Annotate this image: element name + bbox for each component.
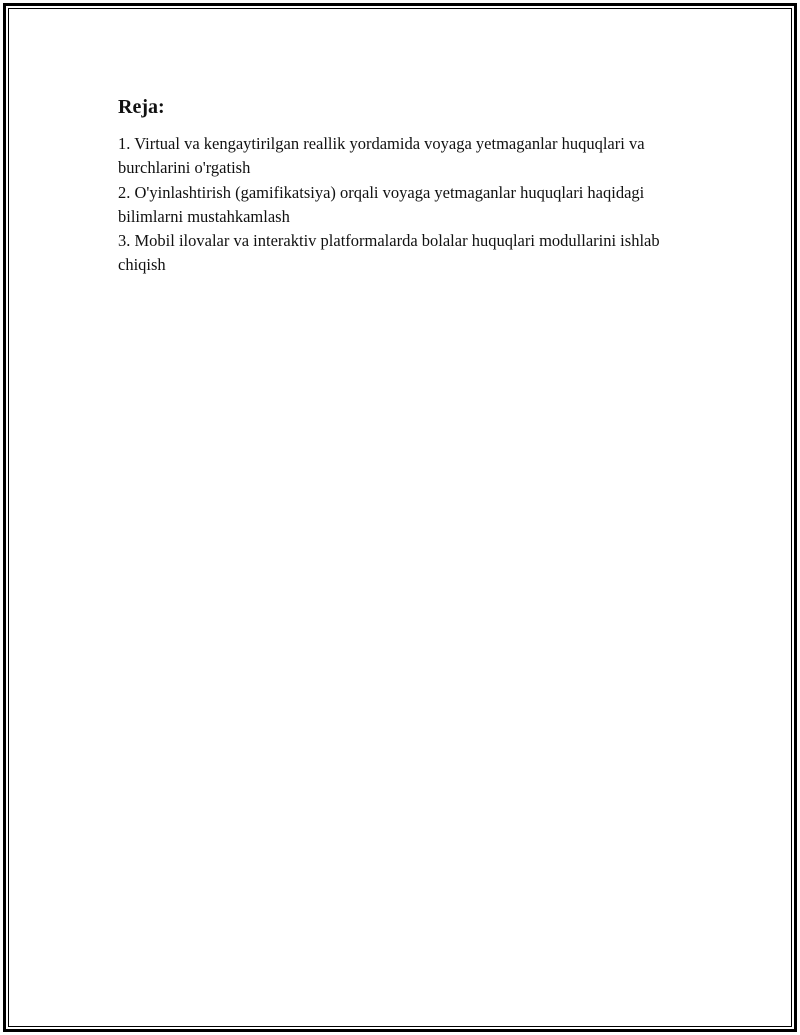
plan-heading: Reja: <box>118 96 165 118</box>
plan-item-3: 3. Mobil ilovalar va interaktiv platformalarda bolalar huquqlari modullarini ishlab chiqish <box>118 231 660 275</box>
plan-item-1: 1. Virtual va kengaytirilgan reallik yordamida voyaga yetmaganlar huquqlari va burchlarini o'rgatish <box>118 134 645 178</box>
document-content <box>118 94 708 278</box>
plan-item-2: 2. O'yinlashtirish (gamifikatsiya) orqali voyaga yetmaganlar huquqlari haqidagi bilimlarni mustahkamlash <box>118 182 645 226</box>
plan-list <box>118 132 708 278</box>
